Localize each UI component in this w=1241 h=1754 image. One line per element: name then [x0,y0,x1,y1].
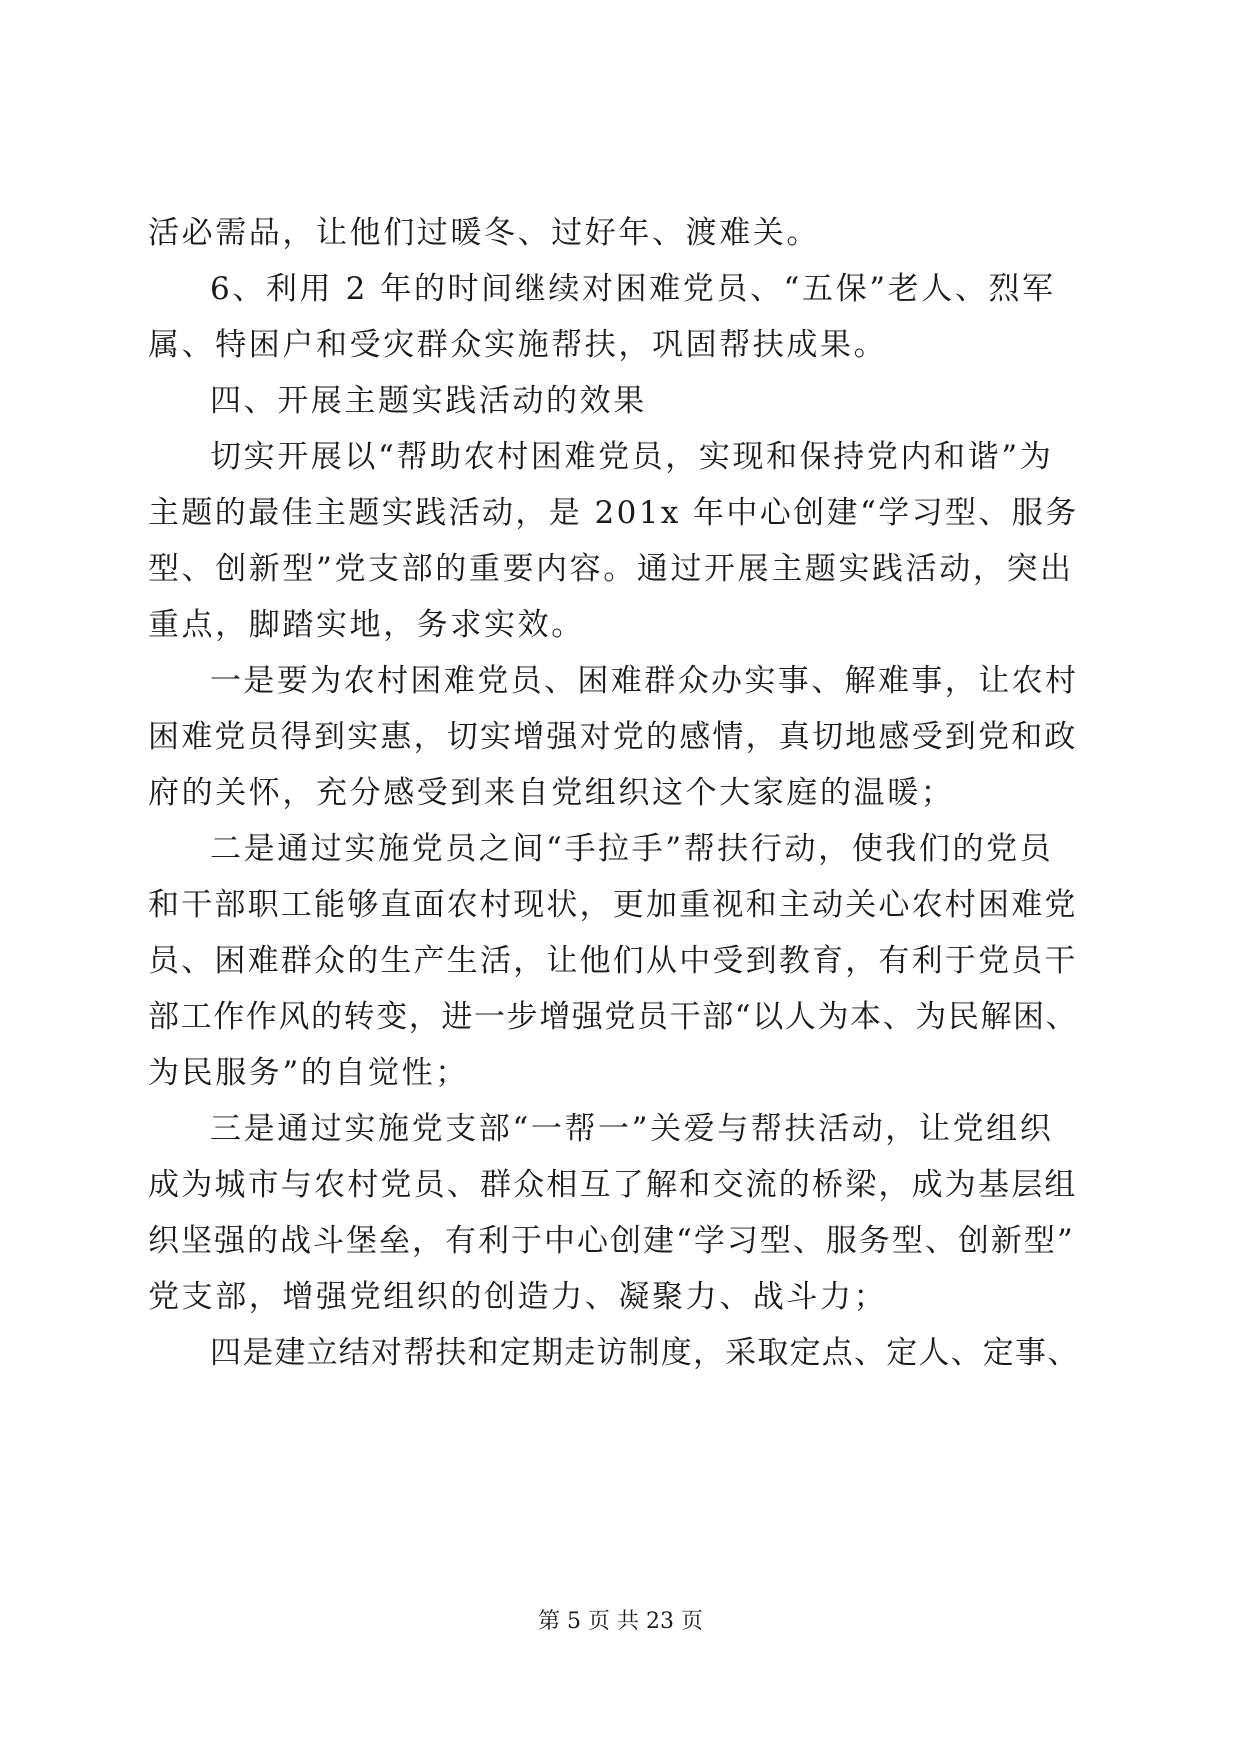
text-line-6-content: 主题的最佳主题实践活动，是 201x 年中心创建“学习型、服务 [148,495,1079,531]
text-line-21-content: 四是建立结对帮扶和定期走访制度，采取定点、定人、定事、 [210,1335,1080,1371]
section-heading-content: 四、开展主题实践活动的效果 [210,383,647,419]
text-line-17-content: 三是通过实施党支部“一帮一”关爱与帮扶活动，让党组织 [210,1111,1054,1147]
text-line-11-content: 府的关怀，充分感受到来自党组织这个大家庭的温暖； [148,775,955,811]
text-line-8-content: 重点，脚踏实地，务求实效。 [148,607,585,643]
text-line-9-content: 一是要为农村困难党员、困难群众办实事、解难事，让农村 [210,663,1079,699]
text-line-20-content: 党支部，增强党组织的创造力、凝聚力、战斗力； [148,1279,888,1315]
text-line-14-content: 员、困难群众的生产生活，让他们从中受到教育，有利于党员干 [148,943,1078,979]
text-line-15-content: 部工作作风的转变，进一步增强党员干部“以人为本、为民解困、 [148,999,1079,1035]
text-line-13-content: 和干部职工能够直面农村现状，更加重视和主动关心农村困难党 [148,887,1078,923]
text-line-1-content: 活必需品，让他们过暖冬、过好年、渡难关。 [148,215,820,251]
text-line-10-content: 困难党员得到实惠，切实增强对党的感情，真切地感受到党和政 [148,719,1078,755]
page-footer: 第 5 页 共 23 页 [538,1609,703,1634]
text-line-2-content: 6、利用 2 年的时间继续对困难党员、“五保”老人、烈军 [210,271,1056,307]
text-line-18-content: 成为城市与农村党员、群众相互了解和交流的桥梁，成为基层组 [148,1167,1078,1203]
text-line-19-content: 织坚强的战斗堡垒，有利于中心创建“学习型、服务型、创新型” [148,1223,1075,1259]
text-line-12-content: 二是通过实施党员之间“手拉手”帮扶行动，使我们的党员 [210,831,1054,867]
text-line-5-content: 切实开展以“帮助农村困难党员，实现和保持党内和谐”为 [210,439,1054,475]
text-line-3-content: 属、特困户和受灾群众实施帮扶，巩固帮扶成果。 [148,327,888,363]
text-line-7-content: 型、创新型”党支部的重要内容。通过开展主题实践活动，突出 [148,551,1074,587]
text-line-16-content: 为民服务”的自觉性； [148,1055,469,1091]
